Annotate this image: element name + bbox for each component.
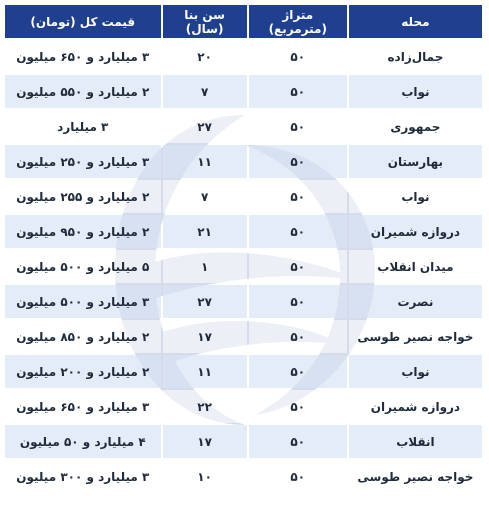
cell-neighborhood: دروازه شمیران xyxy=(349,215,482,248)
cell-price: ۳ میلیارد و ۶۵۰ میلیون xyxy=(5,40,161,73)
cell-neighborhood: نواب xyxy=(349,75,482,108)
cell-age: ۱۷ xyxy=(163,425,247,458)
cell-age: ۱ xyxy=(163,250,247,283)
cell-age: ۷ xyxy=(163,75,247,108)
cell-neighborhood: بهارستان xyxy=(349,145,482,178)
cell-area: ۵۰ xyxy=(249,215,347,248)
cell-age: ۷ xyxy=(163,180,247,213)
cell-neighborhood: انقلاب xyxy=(349,425,482,458)
cell-price: ۳ میلیارد xyxy=(5,110,161,143)
table-row xyxy=(5,75,482,108)
cell-neighborhood: دروازه شمیران xyxy=(349,390,482,423)
header-area: متراژ (مترمربع) xyxy=(249,5,347,38)
cell-price: ۲ میلیارد و ۲۵۵ میلیون xyxy=(5,180,161,213)
cell-age: ۲۰ xyxy=(163,40,247,73)
header-age: سن بنا (سال) xyxy=(163,5,247,38)
table-row xyxy=(5,355,482,388)
cell-area: ۵۰ xyxy=(249,75,347,108)
cell-age: ۲۷ xyxy=(163,285,247,318)
cell-neighborhood: جمهوری xyxy=(349,110,482,143)
cell-age: ۱۱ xyxy=(163,145,247,178)
table-row xyxy=(5,110,482,143)
price-table xyxy=(3,3,484,495)
cell-price: ۳ میلیارد و ۲۵۰ میلیون xyxy=(5,145,161,178)
table-row xyxy=(5,40,482,73)
cell-price: ۲ میلیارد و ۲۰۰ میلیون xyxy=(5,355,161,388)
cell-area: ۵۰ xyxy=(249,390,347,423)
cell-price: ۳ میلیارد و ۵۰۰ میلیون xyxy=(5,285,161,318)
cell-neighborhood: جمال‌زاده xyxy=(349,40,482,73)
cell-neighborhood: نواب xyxy=(349,180,482,213)
cell-price: ۳ میلیارد و ۶۵۰ میلیون xyxy=(5,390,161,423)
cell-age: ۲۲ xyxy=(163,390,247,423)
cell-area: ۵۰ xyxy=(249,320,347,353)
table-row xyxy=(5,250,482,283)
cell-area: ۵۰ xyxy=(249,460,347,493)
table-header-row xyxy=(5,5,482,38)
cell-area: ۵۰ xyxy=(249,110,347,143)
cell-price: ۴ میلیارد و ۵۰ میلیون xyxy=(5,425,161,458)
cell-area: ۵۰ xyxy=(249,40,347,73)
table-row xyxy=(5,390,482,423)
cell-age: ۲۱ xyxy=(163,215,247,248)
cell-neighborhood: نصرت xyxy=(349,285,482,318)
cell-price: ۲ میلیارد و ۹۵۰ میلیون xyxy=(5,215,161,248)
cell-area: ۵۰ xyxy=(249,145,347,178)
cell-neighborhood: میدان انقلاب xyxy=(349,250,482,283)
header-neighborhood: محله xyxy=(349,5,482,38)
table-row xyxy=(5,180,482,213)
cell-area: ۵۰ xyxy=(249,425,347,458)
cell-age: ۱۱ xyxy=(163,355,247,388)
cell-area: ۵۰ xyxy=(249,250,347,283)
cell-age: ۱۷ xyxy=(163,320,247,353)
cell-neighborhood: خواجه نصیر طوسی xyxy=(349,460,482,493)
cell-neighborhood: نواب xyxy=(349,355,482,388)
cell-area: ۵۰ xyxy=(249,285,347,318)
cell-price: ۵ میلیارد و ۵۰۰ میلیون xyxy=(5,250,161,283)
cell-age: ۲۷ xyxy=(163,110,247,143)
header-price: قیمت کل (تومان) xyxy=(5,5,161,38)
cell-age: ۱۰ xyxy=(163,460,247,493)
table-row xyxy=(5,145,482,178)
cell-neighborhood: خواجه نصیر طوسی xyxy=(349,320,482,353)
cell-area: ۵۰ xyxy=(249,355,347,388)
cell-price: ۲ میلیارد و ۸۵۰ میلیون xyxy=(5,320,161,353)
table-row xyxy=(5,320,482,353)
cell-price: ۳ میلیارد و ۳۰۰ میلیون xyxy=(5,460,161,493)
table-row xyxy=(5,285,482,318)
table-row xyxy=(5,215,482,248)
cell-price: ۲ میلیارد و ۵۵۰ میلیون xyxy=(5,75,161,108)
table-row xyxy=(5,425,482,458)
table-row xyxy=(5,460,482,493)
cell-area: ۵۰ xyxy=(249,180,347,213)
